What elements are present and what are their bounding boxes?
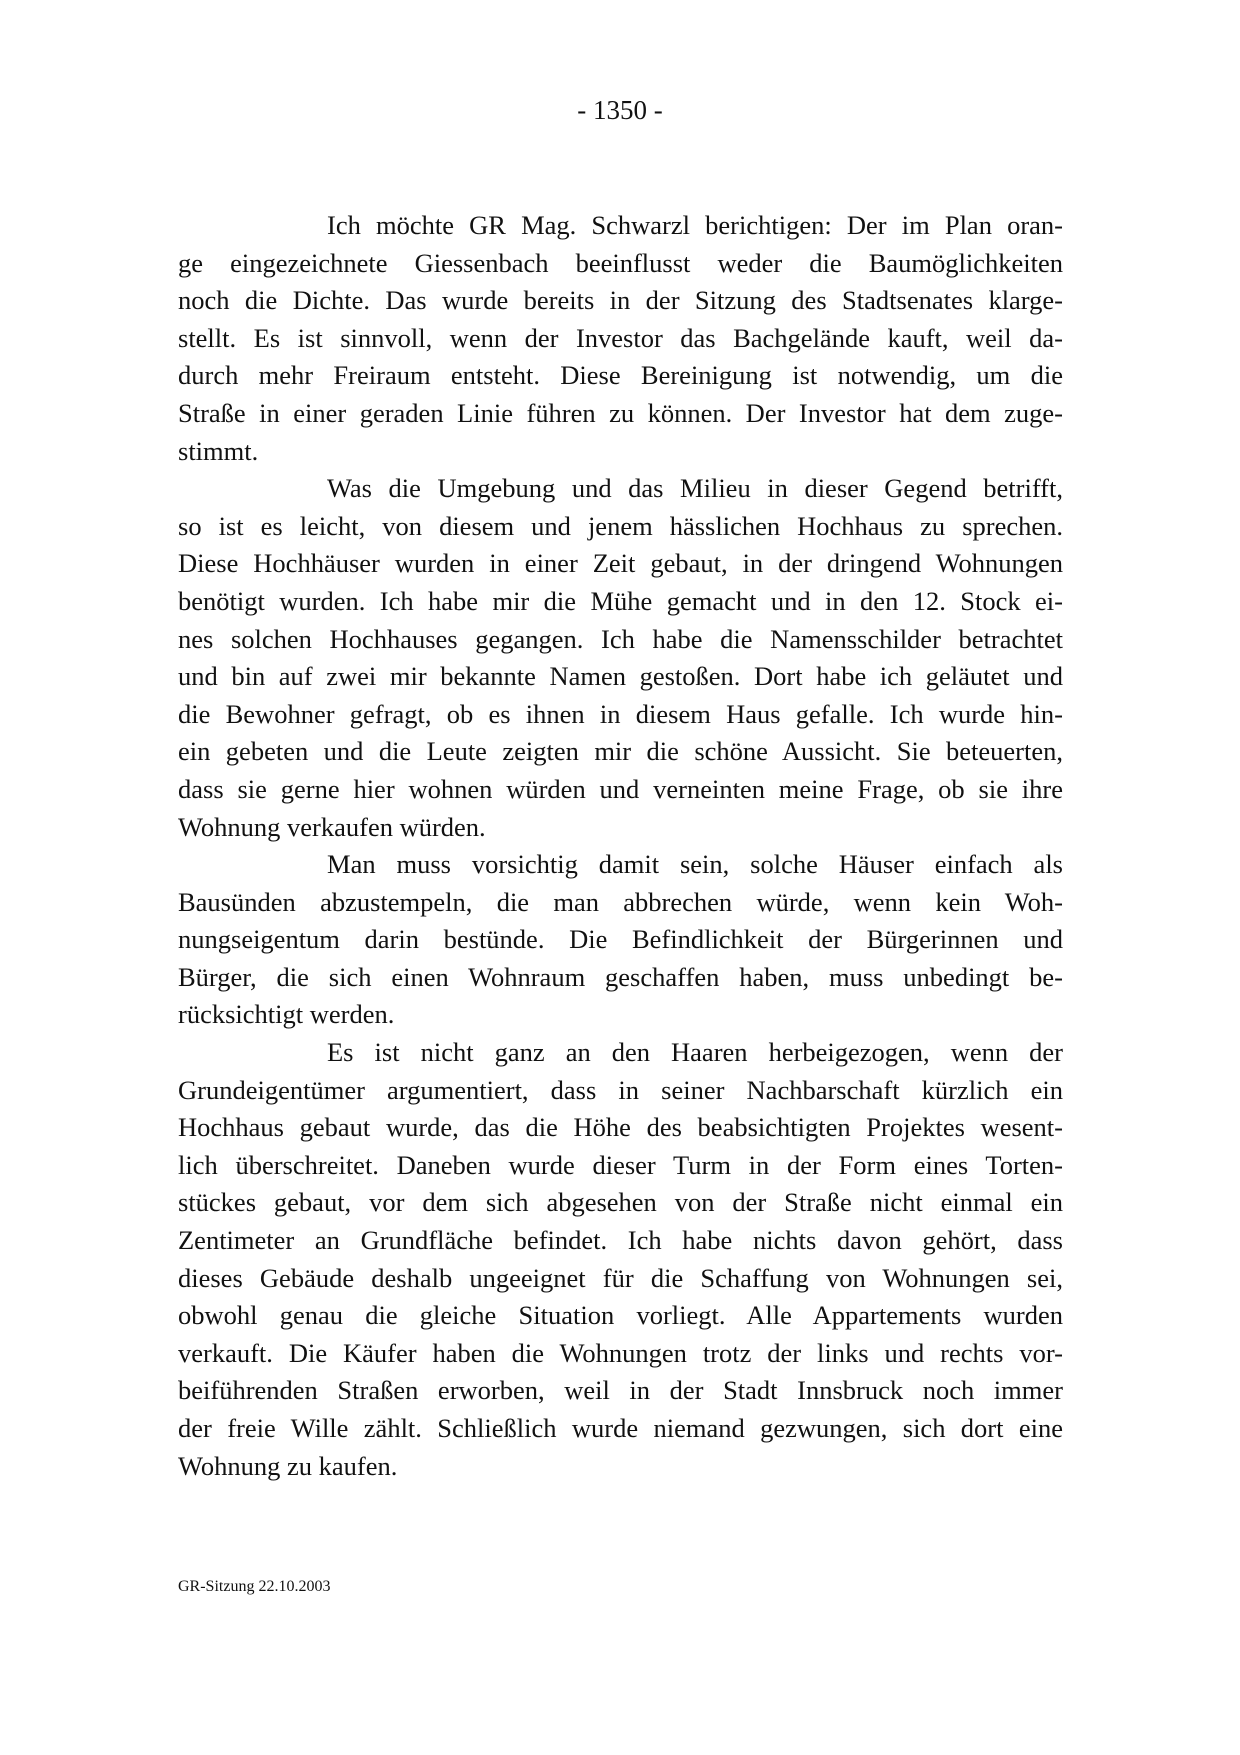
paragraph — [178, 1034, 1063, 1485]
text-line: Was die Umgebung und das Milieu in dieser Gegend betrifft, — [327, 473, 1063, 504]
text-line: ge eingezeichnete Giessenbach beeinflusst weder die Baumöglichkeiten — [178, 247, 1063, 278]
text-line: Straße in einer geraden Linie führen zu können. Der Investor hat dem zuge- — [178, 397, 1063, 428]
text-line: Hochhaus gebaut wurde, das die Höhe des beabsichtigten Projektes wesent- — [178, 1112, 1063, 1143]
text-line: stellt. Es ist sinnvoll, wenn der Investor das Bachgelände kauft, weil da- — [178, 322, 1063, 353]
page-number: - 1350 - — [577, 95, 663, 125]
text-line: benötigt wurden. Ich habe mir die Mühe gemacht und in den 12. Stock ei- — [178, 585, 1063, 616]
document-body — [178, 207, 1063, 1485]
text-line: Wohnung zu kaufen. — [178, 1450, 398, 1481]
text-line: der freie Wille zählt. Schließlich wurde niemand gezwungen, sich dort eine — [178, 1413, 1063, 1443]
text-line: noch die Dichte. Das wurde bereits in der Sitzung des Stadtsenates klarge- — [178, 285, 1063, 316]
text-line: und bin auf zwei mir bekannte Namen gestoßen. Dort habe ich geläutet und — [178, 661, 1063, 692]
text-line: Wohnung verkaufen würden. — [178, 811, 486, 842]
text-line: lich überschreitet. Daneben wurde dieser Turm in der Form eines Torten- — [178, 1149, 1063, 1180]
paragraph — [178, 470, 1063, 846]
text-line: nungseigentum darin bestünde. Die Befindlichkeit der Bürgerinnen und — [178, 924, 1063, 955]
paragraph — [178, 846, 1063, 1034]
text-line: Man muss vorsichtig damit sein, solche Häuser einfach als — [327, 849, 1063, 880]
text-line: Bürger, die sich einen Wohnraum geschaffen haben, muss unbedingt be- — [178, 961, 1063, 992]
text-line: obwohl genau die gleiche Situation vorliegt. Alle Appartements wurden — [178, 1300, 1063, 1331]
text-line: stimmt. — [178, 435, 259, 466]
text-line: so ist es leicht, von diesem und jenem hässlichen Hochhaus zu sprechen. — [178, 510, 1063, 541]
text-line: Ich möchte GR Mag. Schwarzl berichtigen: Der im Plan oran- — [327, 210, 1063, 240]
text-line: dieses Gebäude deshalb ungeeignet für die Schaffung von Wohnungen sei, — [178, 1262, 1063, 1293]
text-line: ein gebeten und die Leute zeigten mir die schöne Aussicht. Sie beteuerten, — [178, 736, 1063, 767]
text-line: verkauft. Die Käufer haben die Wohnungen trotz der links und rechts vor- — [178, 1337, 1063, 1368]
text-line: nes solchen Hochhauses gegangen. Ich habe die Namensschilder betrachtet — [178, 623, 1063, 654]
text-line: Diese Hochhäuser wurden in einer Zeit gebaut, in der dringend Wohnungen — [178, 548, 1063, 579]
footer-session-date: GR-Sitzung 22.10.2003 — [178, 1578, 331, 1595]
text-line: Zentimeter an Grundfläche befindet. Ich habe nichts davon gehört, dass — [178, 1225, 1063, 1256]
text-line: rücksichtigt werden. — [178, 999, 395, 1030]
text-line: durch mehr Freiraum entsteht. Diese Bereinigung ist notwendig, um die — [178, 360, 1063, 391]
text-line: Grundeigentümer argumentiert, dass in seiner Nachbarschaft kürzlich ein — [178, 1074, 1063, 1105]
text-line: die Bewohner gefragt, ob es ihnen in diesem Haus gefalle. Ich wurde hin- — [178, 698, 1063, 729]
text-line: Bausünden abzustempeln, die man abbrechen würde, wenn kein Woh- — [178, 886, 1063, 917]
paragraph — [178, 207, 1063, 470]
text-line: beiführenden Straßen erworben, weil in der Stadt Innsbruck noch immer — [178, 1375, 1063, 1406]
text-line: stückes gebaut, vor dem sich abgesehen von der Straße nicht einmal ein — [178, 1187, 1063, 1218]
text-line: dass sie gerne hier wohnen würden und verneinten meine Frage, ob sie ihre — [178, 773, 1063, 804]
text-line: Es ist nicht ganz an den Haaren herbeigezogen, wenn der — [327, 1037, 1063, 1068]
